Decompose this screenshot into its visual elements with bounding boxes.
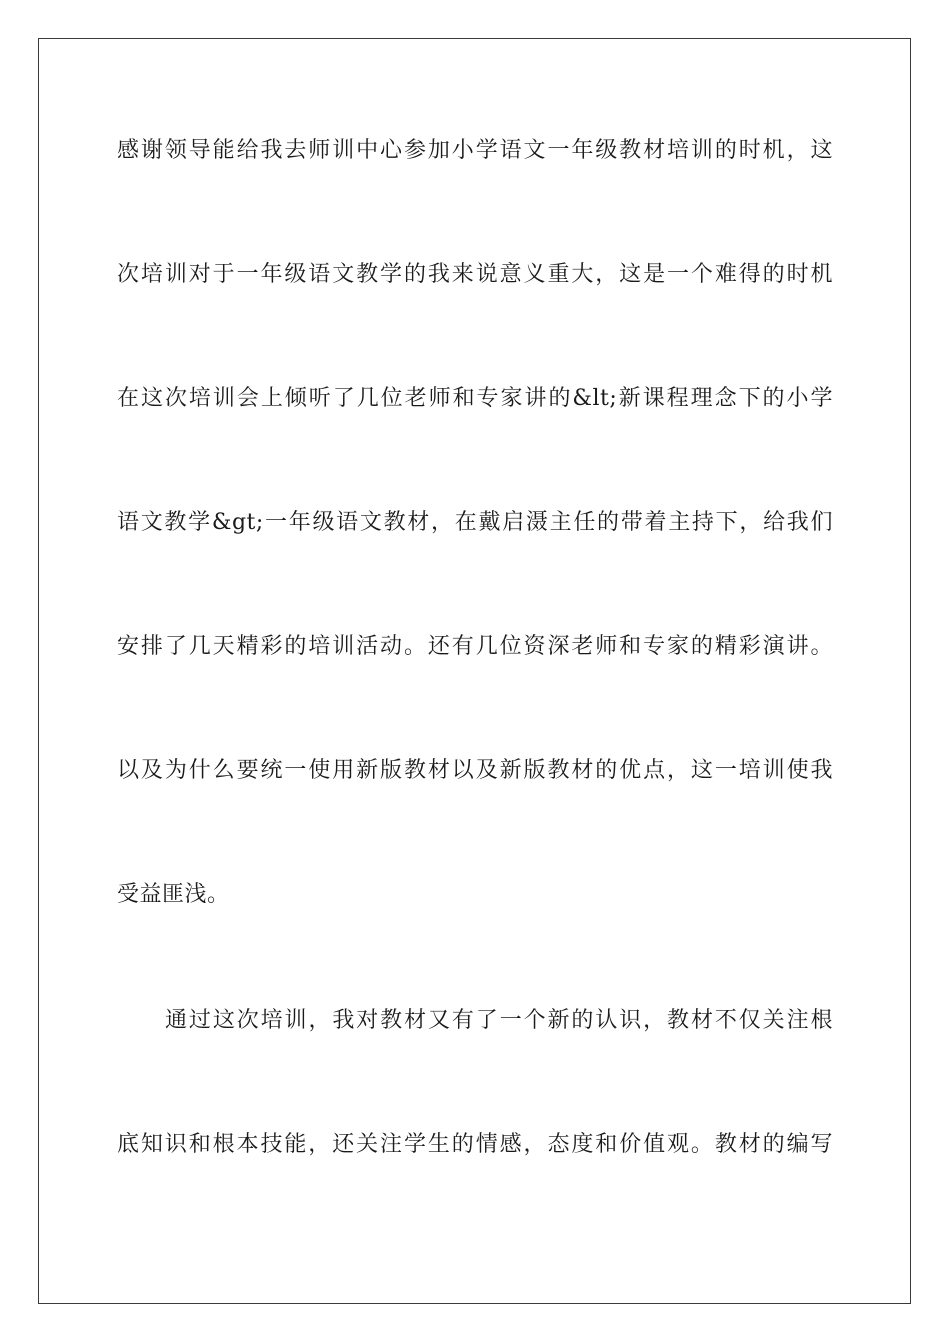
paragraph-1-line-2: 次培训对于一年级语文教学的我来说意义重大，这是一个难得的时机	[117, 262, 833, 287]
page-border	[38, 38, 911, 1304]
paragraph-2-line-2: 底知识和根本技能，还关注学生的情感，态度和价值观。教材的编写	[117, 1132, 833, 1157]
paragraph-1-line-5: 安排了几天精彩的培训活动。还有几位资深老师和专家的精彩演讲。	[117, 634, 833, 659]
paragraph-1-line-6: 以及为什么要统一使用新版教材以及新版教材的优点，这一培训使我	[117, 758, 833, 783]
paragraph-1-line-7: 受益匪浅。	[117, 882, 230, 907]
paragraph-2-line-1: 通过这次培训，我对教材又有了一个新的认识，教材不仅关注根	[165, 1008, 833, 1033]
paragraph-1-line-1: 感谢领导能给我去师训中心参加小学语文一年级教材培训的时机，这	[117, 138, 833, 163]
paragraph-1-line-3: 在这次培训会上倾听了几位老师和专家讲的&lt;新课程理念下的小学	[117, 386, 833, 411]
paragraph-1-line-4: 语文教学&gt;一年级语文教材，在戴启滠主任的带着主持下，给我们	[117, 510, 833, 535]
